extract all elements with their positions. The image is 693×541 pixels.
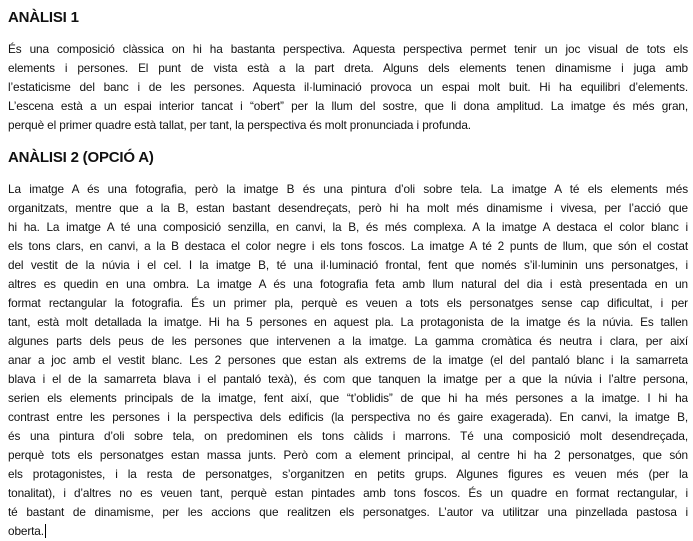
text-line (8, 97, 688, 116)
heading-analisi-2: ANÀLISI 2 (OPCIÓ A) (8, 149, 154, 166)
text-line (8, 522, 688, 541)
text-line-content: perquè el primer quadre està tallat, per tant, la perspectiva és molt pronunciada i profunda. (8, 118, 471, 132)
text-line-content: És una composició clàssica on hi ha bastanta perspectiva. Aquesta perspectiva permet tenir un joc visual de tots els (8, 42, 688, 56)
paragraph-analisi-2[interactable] (8, 180, 688, 541)
heading-analisi-1: ANÀLISI 1 (8, 9, 79, 26)
text-line (8, 408, 688, 427)
text-line-content: format rectangular la fotografia. És un primer pla, perquè es veuen a tots els personatges sense cap dificultat, i per (8, 296, 688, 310)
text-line (8, 237, 688, 256)
text-line-content: l’estaticisme del banc i de les persones. Aquesta il·luminació provoca un espai molt buit. Hi ha equilibri d’elements. (8, 80, 688, 94)
text-line (8, 275, 688, 294)
text-line (8, 59, 688, 78)
paragraph-analisi-1[interactable] (8, 40, 688, 135)
text-line (8, 446, 688, 465)
text-line (8, 256, 688, 275)
text-line-content: La imatge A és una fotografia, però la imatge B és una pintura d’oli sobre tela. La imatge A té els elements més (8, 182, 688, 196)
text-line (8, 40, 688, 59)
text-line-content: L’escena està a un espai interior tancat i “obert” per la llum del sostre, que li dona amplitud. La imatge és més gran, (8, 99, 688, 113)
text-line-content: els protagonistes, i la resta de personatges, s’organitzen en petits grups. Algunes figures es veuen més (per la (8, 467, 688, 481)
text-line-content: organitzats, mentre que a la B, estan bastant desendreçats, però hi ha molt més dinamisme i vivesa, per l’acció que (8, 201, 688, 215)
text-line (8, 78, 688, 97)
text-line-content: anar a joc amb el vestit blanc. Les 2 persones que estan als extrems de la imatge (el del pantaló blanc i la samarreta (8, 353, 688, 367)
text-line-content: perquè tots els personatges estan massa junts. Però com a element principal, al centre hi ha 2 personatges, que són (8, 448, 688, 462)
text-line-content: del vestit de la núvia i el cel. I la imatge B, té una il·luminació frontal, fent que només s’il·luminin uns personatges, i (8, 258, 688, 272)
text-line-content: els tons clars, en canvi, a la B destaca el color negre i els tons foscos. La imatge A té 2 punts de llum, que són el costat (8, 239, 688, 253)
text-line-content: tant, està molt detallada la imatge. Hi ha 5 persones en aquest pla. La protagonista de la imatge és la núvia. Es tallen (8, 315, 688, 329)
text-line (8, 180, 688, 199)
text-line (8, 503, 688, 522)
text-line (8, 465, 688, 484)
text-line (8, 294, 688, 313)
text-line-content: té bastant de dinamisme, per les accions que realitzen els personatges. L’autor va utilitzar una pinzellada pastosa i (8, 505, 688, 519)
text-line-content: hi ha. La imatge A té una composició senzilla, en canvi, la B, és més complexa. A la imatge A destaca el color blanc i (8, 220, 688, 234)
text-line-content: altres es quedin en una ombra. La imatge A és una fotografia feta amb llum natural del dia i està presentada en un (8, 277, 688, 291)
text-line-content: és una pintura d’oli sobre tela, on predominen els tons càlids i marrons. Té una composició molt desendreçada, (8, 429, 688, 443)
text-line (8, 427, 688, 446)
text-line-content: elements i persones. El punt de vista està a la part dreta. Alguns dels elements tenen dinamisme i juga amb (8, 61, 688, 75)
text-line-content: oberta. (8, 524, 44, 538)
text-line (8, 199, 688, 218)
text-line-content: algunes parts dels peus de les persones que intervenen a la imatge. La gamma cromàtica és neutra i clara, per així (8, 334, 688, 348)
text-line (8, 313, 688, 332)
text-line (8, 218, 688, 237)
text-line (8, 332, 688, 351)
text-line (8, 389, 688, 408)
text-line-content: tonalitat), i d’altres no es veuen tant, perquè estan pintades amb tons foscos. És un quadre en format rectangular, i (8, 486, 688, 500)
text-line (8, 116, 688, 135)
text-line (8, 484, 688, 503)
text-cursor (45, 524, 46, 538)
text-line-content: blava i el de la samarreta blava i el pantaló texà), és com que tanquen la imatge per a que la núvia i l’altre persona, (8, 372, 688, 386)
text-line-content: contrast entre les persones i la perspectiva dels edificis (la perspectiva no és gaire exagerada). En canvi, la imatge B, (8, 410, 688, 424)
text-line (8, 370, 688, 389)
text-line (8, 351, 688, 370)
text-line-content: serien els elements principals de la imatge, fent així, que “t’oblidis” de que hi ha més persones a la imatge. I hi ha (8, 391, 688, 405)
